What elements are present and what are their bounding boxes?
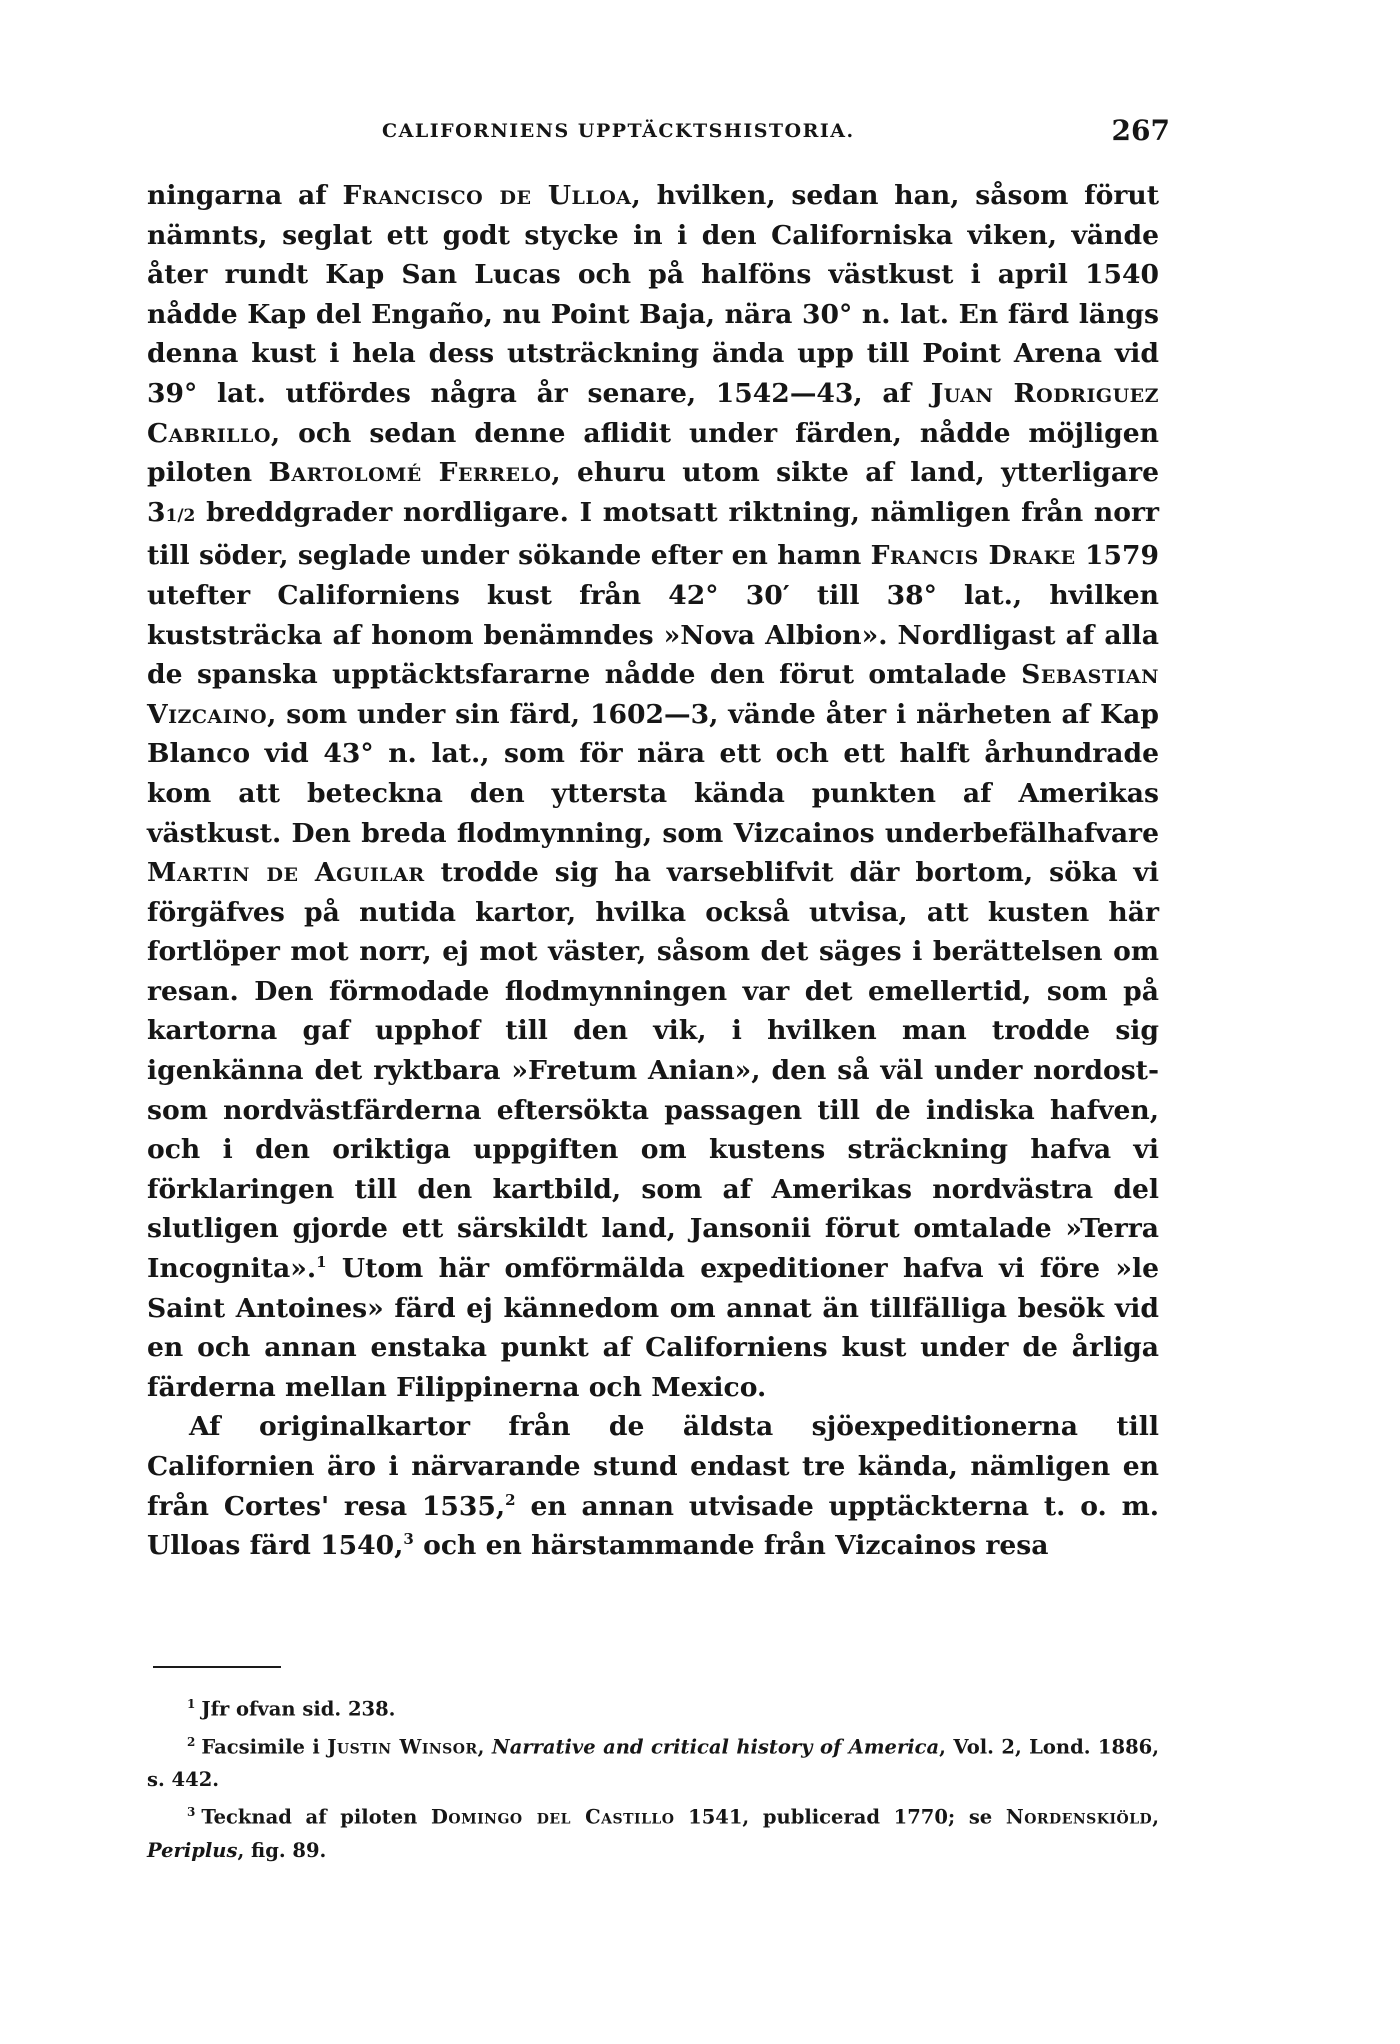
paragraph-1: ningarna af Francisco de Ulloa, hvilken, sedan han, såsom förut nämnts, seglat ett godt stycke in i den Californiska viken, vände åter rundt Kap San Lucas och på halföns västkust i april 1540 nådde Kap del Engaño, nu Point Baja, nära 30° n. lat. En färd längs denna kust i hela dess utsträckning ända upp till Point Arena vid 39° lat. utfördes några år senare, 1542—43, af Juan Rodriguez Cabrillo, och sedan denne aflidit under färden, nådde möjligen piloten Bartolomé Ferrelo, ehuru utom sikte af land, ytterligare 31/2 breddgrader nordligare. I motsatt riktning, nämligen från norr till söder, seglade under sökande efter en hamn Francis Drake 1579 utefter Californiens kust från 42° 30′ till 38° lat., hvilken kuststräcka af honom benämndes »Nova Albion». Nordligast af alla de spanska upptäcktsfararne nådde den förut omtalade Sebastian Vizcaino, som under sin färd, 1602—3, vände åter i närheten af Kap Blanco vid 43° n. lat., som för nära ett och ett halft århundrade kom att beteckna den yttersta kända punkten af Amerikas västkust. Den breda flodmynning, som Vizcainos underbefälhafvare Martin de Aguilar trodde sig ha varseblifvit där bortom, söka vi förgäfves på nutida kartor, hvilka också utvisa, att kusten här fortlöper mot norr, ej mot väster, såsom det säges i berättelsen om resan. Den förmodade flodmynningen var det emellertid, som på kartorna gaf upphof till den vik, i hvilken man trodde sig igenkänna det ryktbara »Fretum Anian», den så väl under nordost- som nordvästfärderna eftersökta passagen till de indiska hafven, och i den oriktiga uppgiften om kustens sträckning hafva vi förklaringen till den kartbild, som af Amerikas nordvästra del slutligen gjorde ett särskildt land, Jansonii förut omtalade »Terra Incognita».$^1$ Utom här omförmälda expeditioner hafva vi före »le Saint Antoines» färd ej kännedom om annat än tillfälliga besök vid en och annan enstaka punkt af Californiens kust under de årliga färderna mellan Filippinerna och Mexico. <box>147 180 1160 1403</box>
fraction: 1/2 <box>165 505 196 526</box>
footnote-3: $^3$ Tecknad af piloten Domingo del Castillo 1541, publicerad 1770; se Nordenskiöld, Periplus, fig. 89. <box>147 1805 1159 1862</box>
person-name: Sebastian Vizcaino <box>147 659 1159 730</box>
footnote-ref[interactable]: 1 <box>316 1253 327 1272</box>
footnote-ref[interactable]: 3 <box>403 1530 414 1549</box>
footnotes <box>147 1688 1159 1867</box>
main-text <box>147 176 1159 1566</box>
footnote-number: 2 <box>187 1734 196 1749</box>
author-name: Justin Winsor <box>327 1735 478 1758</box>
book-title: Periplus <box>147 1838 238 1862</box>
person-name: Francis Drake <box>870 540 1076 572</box>
person-name: Domingo del Castillo <box>431 1805 675 1829</box>
footnote-number: 3 <box>187 1805 196 1819</box>
footnote-number: 1 <box>187 1697 196 1711</box>
book-title: Narrative and critical history of America <box>491 1735 940 1758</box>
person-name: Martin de Aguilar <box>147 857 425 889</box>
footnote-2: $^2$ Facsimile i Justin Winsor, Narrative and critical history of America, Vol. 2, Lond. 1886, s. 442. <box>147 1734 1159 1791</box>
footnote-1: $^1$ Jfr ofvan sid. 238. <box>187 1697 396 1721</box>
person-name: Juan Rodriguez Cabrillo <box>147 377 1160 449</box>
footnote-divider <box>153 1666 281 1668</box>
running-title: CALIFORNIENS UPPTÄCKTSHISTORIA. <box>382 120 855 142</box>
footnote-ref[interactable]: 2 <box>505 1490 516 1509</box>
page-number: 267 <box>1111 114 1170 147</box>
author-name: Nordenskiöld <box>1005 1805 1153 1829</box>
running-head <box>170 114 1170 152</box>
person-name: Bartolomé Ferrelo <box>268 457 552 489</box>
person-name: Francisco de Ulloa <box>342 180 632 211</box>
paragraph-2: Af originalkartor från de äldsta sjöexpeditionerna till Californien äro i närvarande stund endast tre kända, nämligen en från Cortes' resa 1535,$^2$ en annan utvisade upptäckterna t. o. m. Ulloas färd 1540,$^3$ och en härstammande från Vizcainos resa <box>147 1411 1159 1562</box>
